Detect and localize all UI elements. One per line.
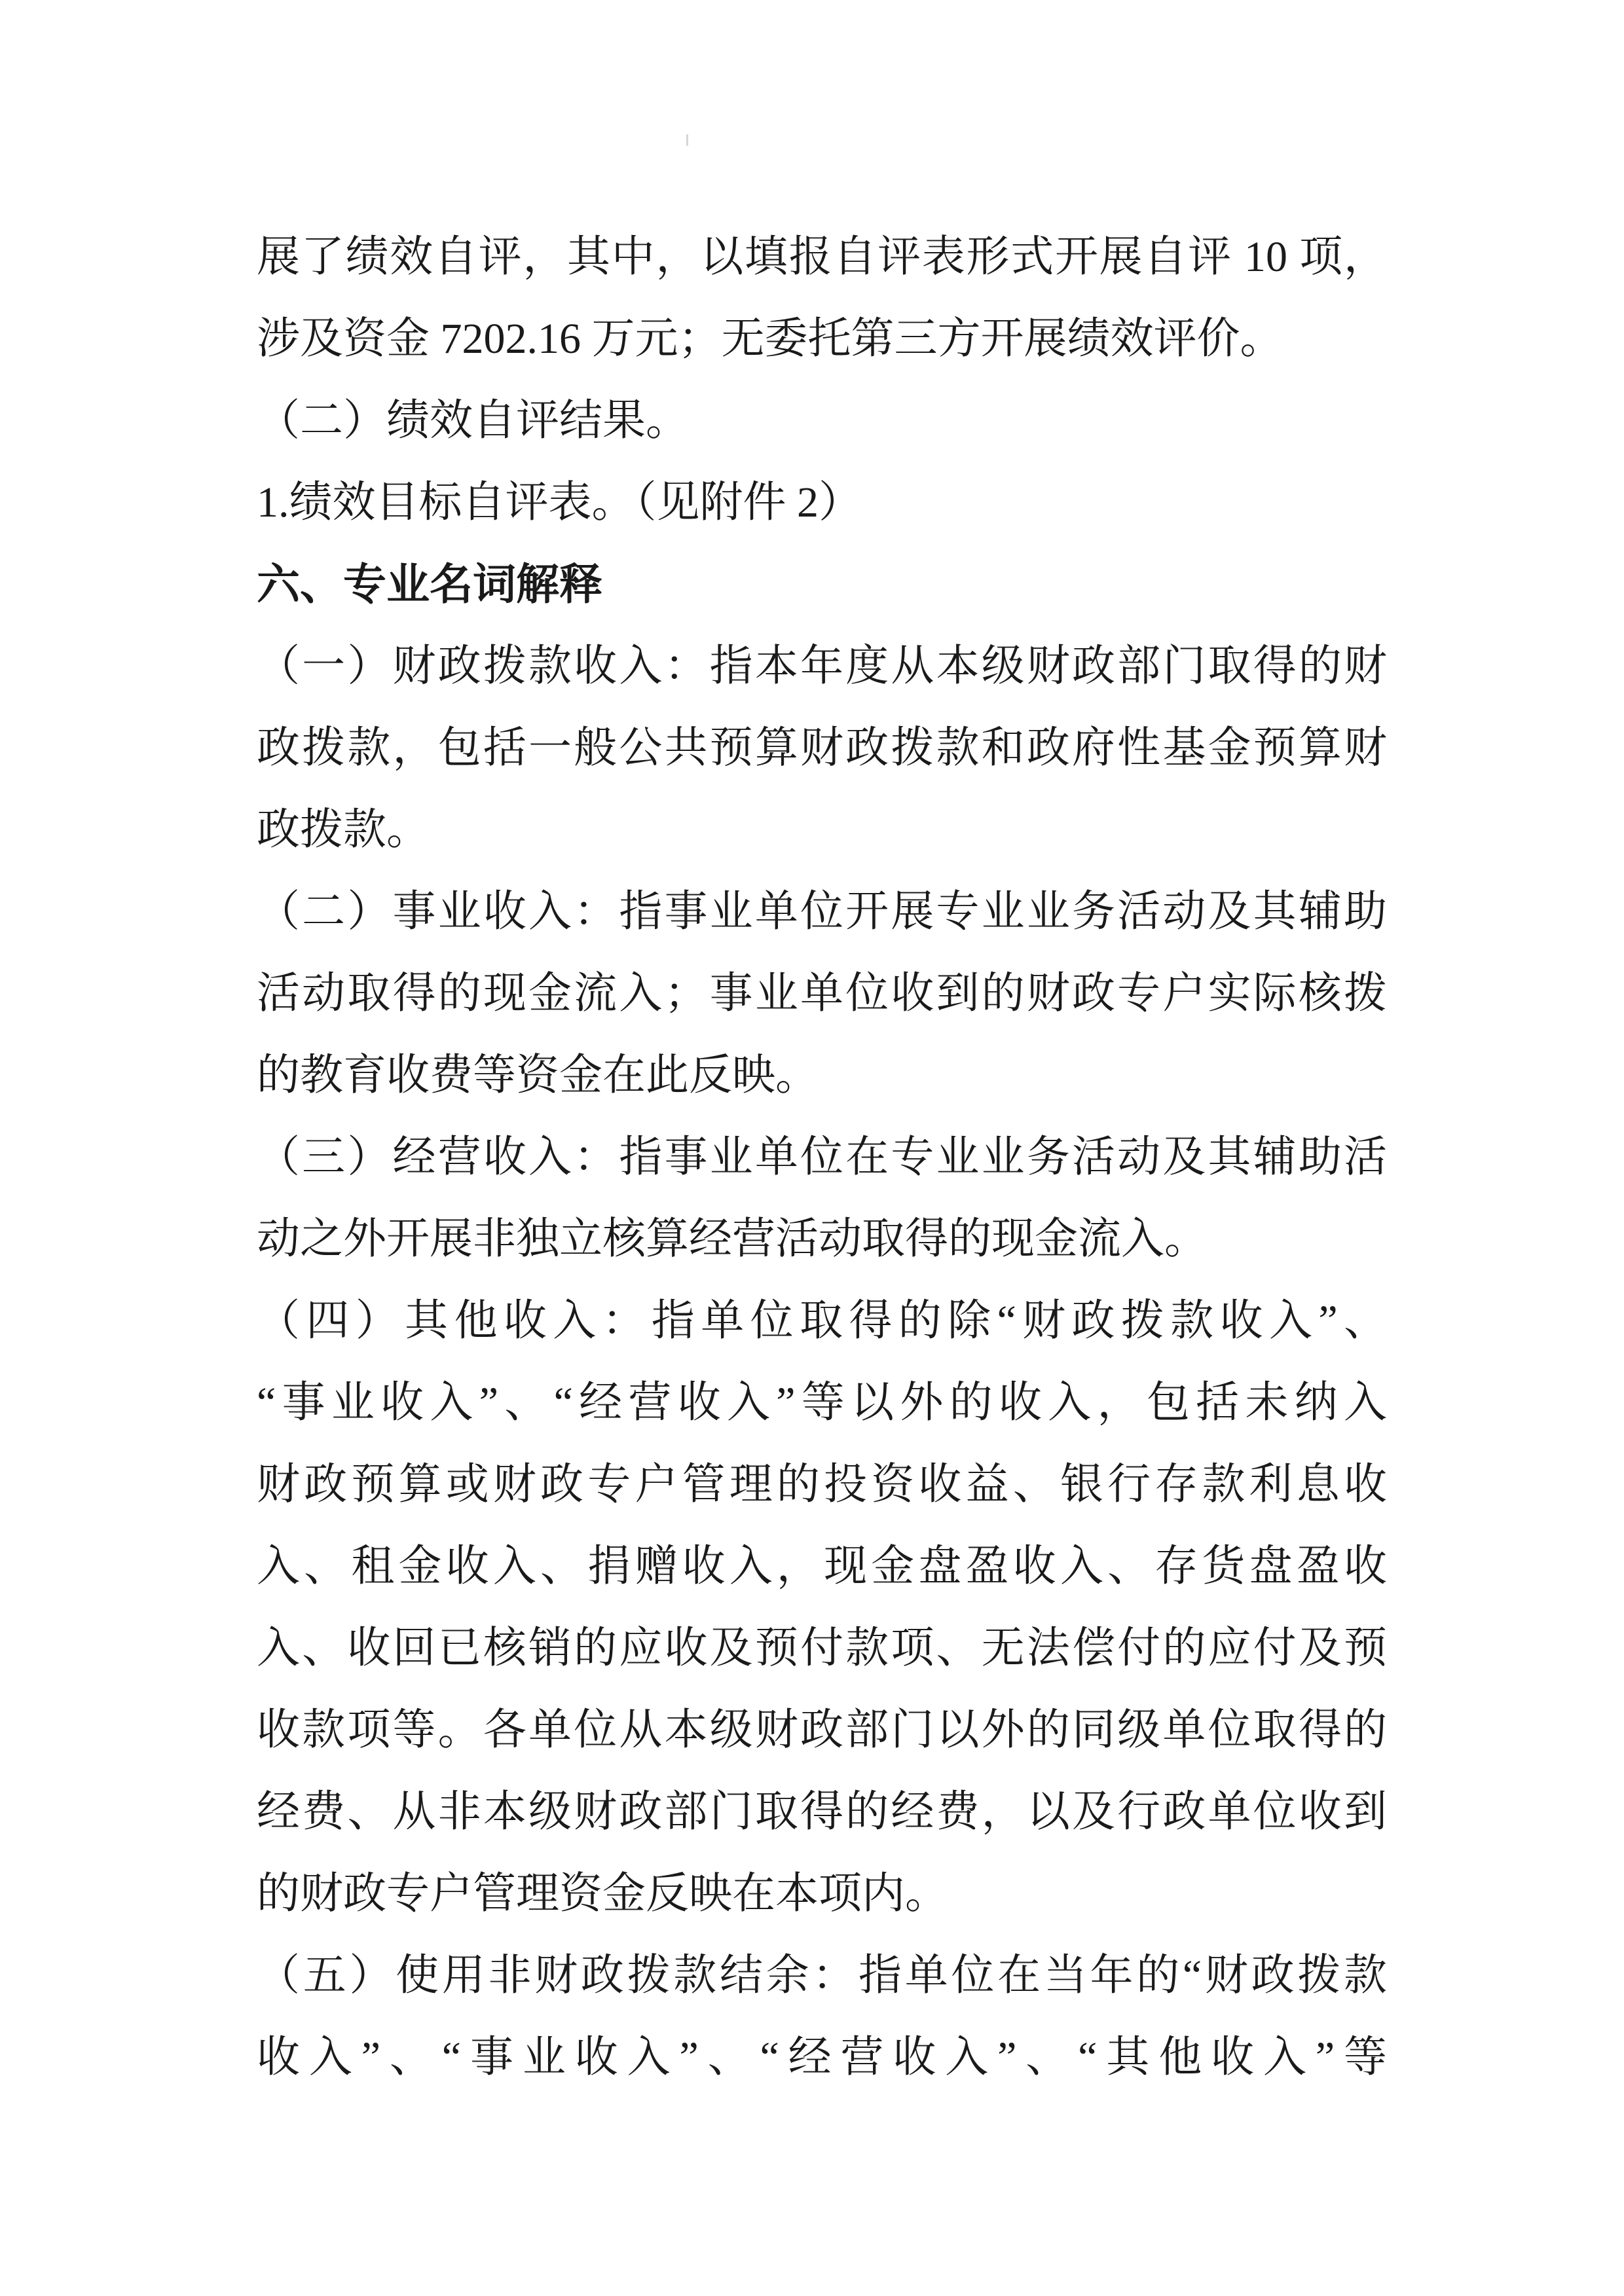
scan-artifact <box>686 134 688 146</box>
text-line: 动之外开展非独立核算经营活动取得的现金流入。 <box>257 1215 1208 1263</box>
text-line: 政拨款。 <box>257 806 430 854</box>
text-line: （一）财政拨款收入：指本年度从本级财政部门取得的财 <box>257 642 1387 690</box>
text-line: （三）经营收入：指事业单位在专业业务活动及其辅助活 <box>257 1133 1387 1181</box>
text-line: （二）绩效自评结果。 <box>257 397 689 445</box>
text-line: 财政预算或财政专户管理的投资收益、银行存款利息收 <box>257 1461 1387 1508</box>
text-line: 1.绩效目标自评表。（见附件 2） <box>257 479 862 526</box>
text-line: 的教育收费等资金在此反映。 <box>257 1051 819 1099</box>
text-line: 经费、从非本级财政部门取得的经费，以及行政单位收到 <box>257 1788 1387 1836</box>
text-line: 政拨款，包括一般公共预算财政拨款和政府性基金预算财 <box>257 724 1387 772</box>
text-line: （二）事业收入：指事业单位开展专业业务活动及其辅助 <box>257 888 1387 936</box>
text-line: 入、收回已核销的应收及预付款项、无法偿付的应付及预 <box>257 1624 1387 1672</box>
section-heading: 六、专业名词解释 <box>257 560 602 608</box>
text-line: 涉及资金 7202.16 万元；无委托第三方开展绩效评价。 <box>257 315 1283 363</box>
document-text-block <box>257 216 1387 2098</box>
text-line: 的财政专户管理资金反映在本项内。 <box>257 1870 948 1918</box>
text-line: 入、租金收入、捐赠收入，现金盘盈收入、存货盘盈收 <box>257 1542 1387 1590</box>
text-line: （四）其他收入：指单位取得的除“财政拨款收入”、 <box>257 1297 1387 1345</box>
text-line: 收入”、“事业收入”、“经营收入”、“其他收入”等 <box>257 2033 1387 2081</box>
text-line: 活动取得的现金流入；事业单位收到的财政专户实际核拨 <box>257 970 1387 1017</box>
text-line: “事业收入”、“经营收入”等以外的收入，包括未纳入 <box>257 1379 1387 1427</box>
text-line: （五）使用非财政拨款结余：指单位在当年的“财政拨款 <box>257 1952 1387 1999</box>
text-line: 展了绩效自评，其中，以填报自评表形式开展自评 10 项， <box>257 233 1387 281</box>
text-line: 收款项等。各单位从本级财政部门以外的同级单位取得的 <box>257 1706 1387 1754</box>
